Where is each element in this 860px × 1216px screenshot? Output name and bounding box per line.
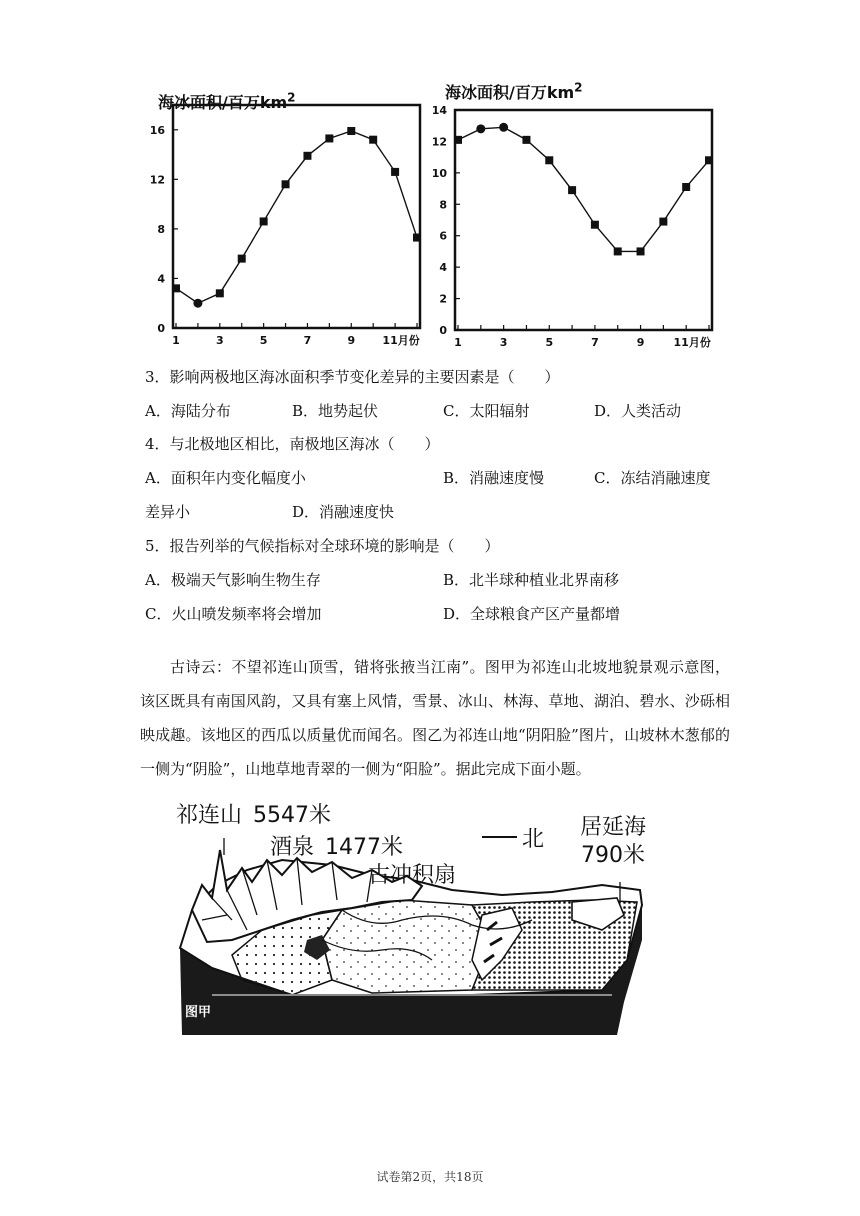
chart-right-xtick-label: 5 xyxy=(545,336,554,349)
chart-left-point-8 xyxy=(325,134,333,142)
chart-right-point-9 xyxy=(637,247,645,255)
chart-right-ylabel-text: 海冰面积/百万km xyxy=(445,83,575,102)
chart-right-point-11 xyxy=(682,183,690,191)
chart-right-point-10 xyxy=(659,218,667,226)
label-juyan-name: 居延海 xyxy=(580,815,647,840)
question-4-option-a[interactable]: A．面积年内变化幅度小 xyxy=(145,469,306,487)
question-5-stem: 5．报告列举的气候指标对全球环境的影响是（ ） xyxy=(145,537,500,555)
question-4-option-c[interactable]: C．冻结消融速度 xyxy=(594,469,711,487)
chart-left-point-12 xyxy=(413,234,421,242)
question-3-option-a[interactable]: A．海陆分布 xyxy=(145,402,231,420)
chart-right-ytick-label: 0 xyxy=(439,324,447,337)
label-juyan xyxy=(580,814,646,870)
label-qilian xyxy=(176,798,331,829)
chart-left-point-11 xyxy=(391,168,399,176)
chart-left-ylabel-sup: 2 xyxy=(287,90,296,105)
chart-right-ytick-label: 10 xyxy=(431,166,447,180)
chart-left-ytick-label: 12 xyxy=(149,173,165,187)
chart-right-point-6 xyxy=(568,186,576,194)
chart-right-svg xyxy=(425,72,725,352)
chart-left-xtick-label: 7 xyxy=(303,334,312,347)
chart-left-ytick-label: 8 xyxy=(157,222,165,236)
question-4-option-b[interactable]: B．消融速度慢 xyxy=(443,469,545,487)
page-footer: 试卷第2页，共18页 xyxy=(376,1170,484,1184)
chart-north-sea-ice xyxy=(140,80,430,350)
label-north: 北 xyxy=(522,827,545,852)
chart-left-point-9 xyxy=(347,127,355,135)
question-4-option-c-cont: 差异小 xyxy=(145,503,191,521)
question-3-option-c[interactable]: C．太阳辐射 xyxy=(443,402,530,420)
chart-right-ytick-label: 6 xyxy=(439,229,447,243)
chart-left-xtick-label: 5 xyxy=(259,334,268,347)
label-qilian-name: 祁连山 xyxy=(176,803,243,828)
chart-left-point-1 xyxy=(172,284,180,292)
question-3-option-b[interactable]: B．地势起伏 xyxy=(292,402,379,420)
chart-left-point-6 xyxy=(282,180,290,188)
chart-right-point-2 xyxy=(476,124,485,133)
label-jiuquan-name: 酒泉 xyxy=(270,835,315,860)
chart-right-point-12 xyxy=(705,156,713,164)
question-5-option-c[interactable]: C．火山喷发频率将会增加 xyxy=(145,605,322,623)
question-4-stem: 4．与北极地区相比，南极地区海冰（ ） xyxy=(145,435,440,453)
chart-south-sea-ice xyxy=(425,72,725,352)
figure-jia-landscape xyxy=(172,790,662,1035)
chart-right-xtick-label: 9 xyxy=(636,336,645,349)
chart-right-ytick-label: 8 xyxy=(439,198,447,212)
chart-left-xtick-label: 1 xyxy=(172,334,180,347)
chart-right-ylabel-sup: 2 xyxy=(574,80,583,95)
chart-left-plot-frame xyxy=(173,105,420,328)
label-qilian-altitude: 5547米 xyxy=(253,803,332,828)
question-3-stem: 3．影响两极地区海冰面积季节变化差异的主要因素是（ ） xyxy=(145,368,560,386)
chart-left-point-7 xyxy=(303,152,311,160)
chart-right-series-line xyxy=(458,127,709,251)
chart-left-point-5 xyxy=(260,217,268,225)
chart-right-point-7 xyxy=(591,221,599,229)
chart-right-ytick-label: 2 xyxy=(439,292,447,306)
chart-left-point-3 xyxy=(216,289,224,297)
chart-right-point-8 xyxy=(614,247,622,255)
passage-text: 古诗云：不望祁连山顶雪，错将张掖当江南”。图甲为祁连山北坡地貌景观示意图，该区既具有南国风韵，又具有塞上风情，雪景、冰山、林海、草地、湖泊、碧水、沙砾相映成趣。该地区的西瓜以质量优而闻名。图乙为祁连山地“阴阳脸”图片，山坡林木葱郁的一侧为“阴脸”，山地草地青翠的一侧为“阳脸”。据此完成下面小题。 xyxy=(140,658,730,778)
chart-left-ytick-label: 4 xyxy=(157,272,165,286)
chart-right-xtick-label: 7 xyxy=(591,336,599,349)
chart-right-xtick-label: 11月份 xyxy=(673,336,711,349)
chart-left-series-line xyxy=(176,131,417,303)
chart-right-xtick-label: 3 xyxy=(499,336,508,349)
chart-left-xtick-label: 9 xyxy=(347,334,356,347)
chart-left-ylabel-text: 海冰面积/百万km xyxy=(158,93,288,112)
question-5-option-b[interactable]: B．北半球种植业北界南移 xyxy=(443,571,620,589)
chart-left-point-2 xyxy=(193,299,202,308)
chart-right-point-3 xyxy=(499,123,508,132)
chart-right-point-5 xyxy=(545,156,553,164)
question-4-option-d[interactable]: D．消融速度快 xyxy=(292,503,395,521)
chart-right-ytick-label: 12 xyxy=(431,135,447,149)
label-jiuquan xyxy=(270,830,403,861)
chart-right-ytick-label: 4 xyxy=(439,261,447,275)
chart-left-ytick-label: 16 xyxy=(149,123,165,137)
chart-right-point-1 xyxy=(454,136,462,144)
question-5-option-a[interactable]: A．极端天气影响生物生存 xyxy=(145,571,321,589)
label-ancient-fan: 古冲积扇 xyxy=(368,863,457,888)
chart-left-xtick-label: 3 xyxy=(215,334,224,347)
chart-left-point-10 xyxy=(369,136,377,144)
chart-left-svg xyxy=(140,80,430,350)
label-juyan-altitude: 790米 xyxy=(581,843,645,868)
question-5-option-d[interactable]: D．全球粮食产区产量都增 xyxy=(443,605,621,623)
chart-right-point-4 xyxy=(522,136,530,144)
chart-left-xtick-label: 11月份 xyxy=(382,334,420,347)
chart-left-ytick-label: 0 xyxy=(157,322,165,335)
chart-right-plot-frame xyxy=(455,110,712,330)
chart-right-ytick-label: 14 xyxy=(431,104,447,117)
label-jiuquan-altitude: 1477米 xyxy=(325,835,404,860)
chart-left-point-4 xyxy=(238,255,246,263)
question-3-option-d[interactable]: D．人类活动 xyxy=(594,402,682,420)
figure-caption: 图甲 xyxy=(182,1000,214,1021)
chart-right-xtick-label: 1 xyxy=(454,336,462,349)
